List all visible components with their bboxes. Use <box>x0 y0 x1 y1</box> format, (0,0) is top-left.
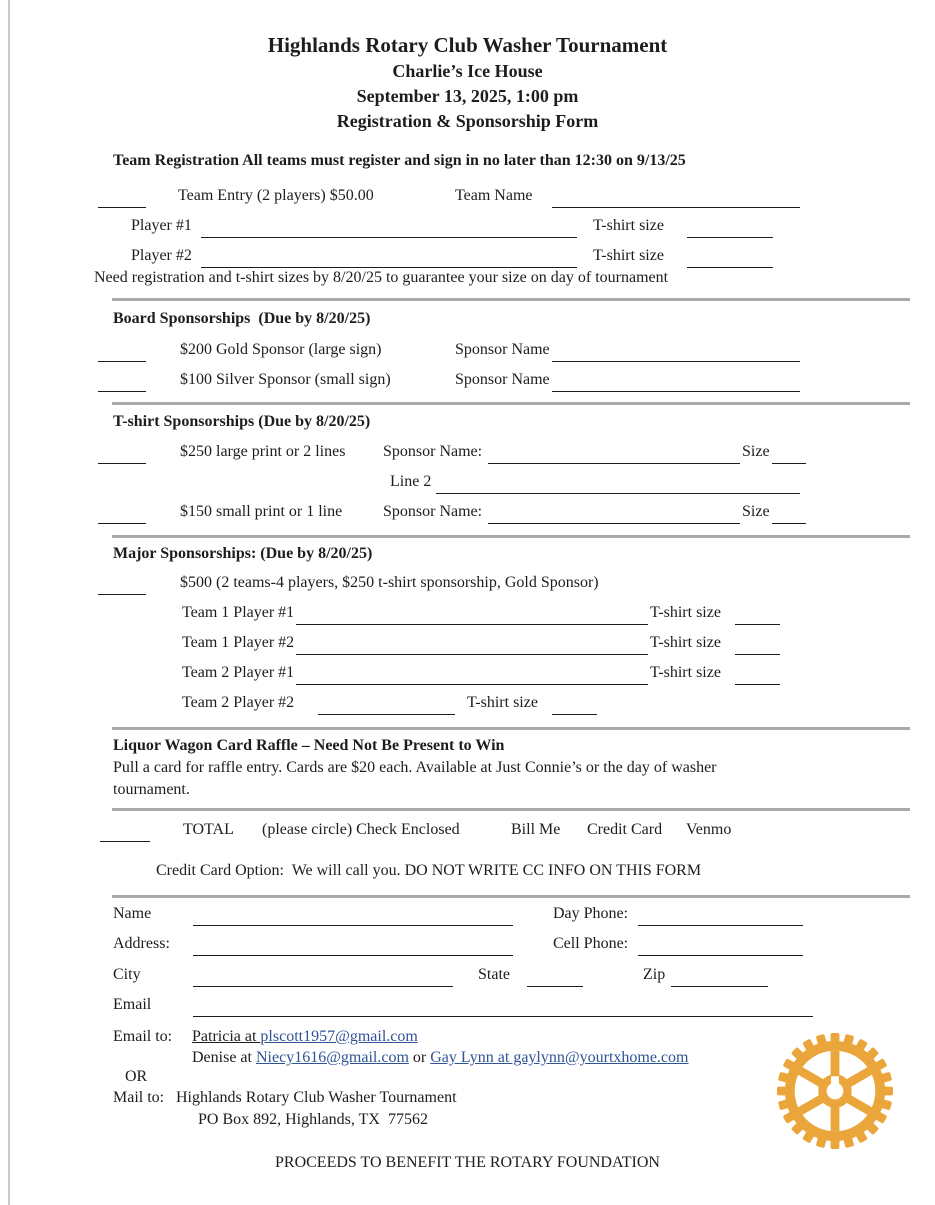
or-connector: or <box>408 1049 431 1066</box>
credit-card-note: Credit Card Option: We will call you. DO NOT WRITE CC INFO ON THIS FORM <box>156 862 702 879</box>
total-label: TOTAL <box>183 821 234 838</box>
registration-note-row <box>0 269 935 293</box>
zip-label: Zip <box>643 966 666 983</box>
day-phone-blank <box>638 907 803 926</box>
team1-player2-row <box>0 634 935 658</box>
large-print-sponsor-name-label: Sponsor Name: <box>383 443 483 460</box>
email-blank <box>193 998 813 1017</box>
silver-sponsor-row <box>0 371 935 395</box>
raffle-body-text2: tournament. <box>113 781 190 798</box>
registration-note: Need registration and t-shirt sizes by 8/20/25 to guarantee your size on day of tournament <box>94 269 669 286</box>
team-name-blank <box>552 189 800 208</box>
page-title: Highlands Rotary Club Washer Tournament <box>267 33 668 57</box>
section-divider <box>112 895 910 898</box>
team2-player2-row <box>0 694 935 718</box>
denise-prefix: Denise at <box>192 1049 256 1066</box>
mail-address: PO Box 892, Highlands, TX 77562 <box>198 1111 428 1128</box>
small-print-label: $150 small print or 1 line <box>180 503 343 520</box>
gear-hub-hole <box>827 1083 844 1100</box>
team-entry-quantity-blank <box>98 189 146 208</box>
board-sponsorships-heading-text: Board Sponsorships (Due by 8/20/25) <box>113 310 371 327</box>
team2-player2-tshirt-size-label: T-shirt size <box>467 694 538 711</box>
credit-card-note-row <box>0 862 935 886</box>
gold-sponsor-quantity-blank <box>98 343 146 362</box>
team-registration-heading <box>0 152 935 176</box>
small-print-row <box>0 503 935 527</box>
day-phone-label: Day Phone: <box>553 905 629 922</box>
mail-to-label: Mail to: <box>113 1089 165 1106</box>
player1-tshirt-size-label: T-shirt size <box>593 217 664 234</box>
board-sponsorships-heading <box>0 310 935 334</box>
raffle-body-line2 <box>0 781 935 805</box>
section-divider <box>112 535 910 538</box>
team1-player1-tshirt-size-label: T-shirt size <box>650 604 721 621</box>
address-blank <box>193 937 513 956</box>
section-divider <box>112 298 910 301</box>
date-time-line: September 13, 2025, 1:00 pm <box>356 86 579 106</box>
name-label: Name <box>113 905 152 922</box>
team1-player2-tshirt-size-blank <box>735 636 780 655</box>
team-entry-row <box>0 187 935 211</box>
team1-player1-label: Team 1 Player #1 <box>182 604 295 621</box>
city-label: City <box>113 966 141 983</box>
city-blank <box>193 968 453 987</box>
silver-sponsor-name-label: Sponsor Name <box>455 371 550 388</box>
small-print-quantity-blank <box>98 505 146 524</box>
team2-player1-name-blank <box>296 666 648 685</box>
team1-player2-tshirt-size-label: T-shirt size <box>650 634 721 651</box>
total-amount-blank <box>100 823 150 842</box>
large-print-size-blank <box>772 445 806 464</box>
player2-tshirt-size-blank <box>687 249 773 268</box>
team2-player1-label: Team 2 Player #1 <box>182 664 295 681</box>
cell-phone-blank <box>638 937 803 956</box>
raffle-body-line1 <box>0 759 935 783</box>
player2-name-blank <box>201 249 577 268</box>
player2-tshirt-size-label: T-shirt size <box>593 247 664 264</box>
large-print-label: $250 large print or 2 lines <box>180 443 346 460</box>
section-divider <box>112 727 910 730</box>
denise-gaylynn-contact <box>192 1049 688 1067</box>
player2-label: Player #2 <box>131 247 192 264</box>
major-package-row <box>0 574 935 598</box>
team-registration-heading-text: Team Registration All teams must register and sign in no later than 12:30 on 9/13/25 <box>113 152 686 169</box>
large-print-quantity-blank <box>98 445 146 464</box>
major-package-label: $500 (2 teams-4 players, $250 t-shirt sponsorship, Gold Sponsor) <box>180 574 599 591</box>
name-blank <box>193 907 513 926</box>
team2-player1-tshirt-size-blank <box>735 666 780 685</box>
or-label: OR <box>125 1068 148 1085</box>
credit-card-option: Credit Card <box>587 821 663 838</box>
major-sponsorships-heading-text: Major Sponsorships: (Due by 8/20/25) <box>113 545 373 562</box>
small-print-size-label: Size <box>742 503 770 520</box>
team1-player1-name-blank <box>296 606 648 625</box>
patricia-prefix: Patricia at <box>192 1028 261 1045</box>
name-row <box>0 905 935 929</box>
email-to-label: Email to: <box>113 1028 173 1045</box>
player1-name-blank <box>201 219 577 238</box>
denise-email-link[interactable]: Niecy1616@gmail.com <box>255 1049 409 1066</box>
player1-label: Player #1 <box>131 217 192 234</box>
major-package-quantity-blank <box>98 576 146 595</box>
gear-keyway <box>831 1076 839 1085</box>
player1-tshirt-size-blank <box>687 219 773 238</box>
small-print-size-blank <box>772 505 806 524</box>
email-label: Email <box>113 996 152 1013</box>
line2-blank <box>436 475 800 494</box>
state-blank <box>527 968 583 987</box>
team1-player2-label: Team 1 Player #2 <box>182 634 295 651</box>
gold-sponsor-name-label: Sponsor Name <box>455 341 550 358</box>
large-print-sponsor-name-blank <box>488 445 740 464</box>
city-row <box>0 966 935 990</box>
venmo-option: Venmo <box>686 821 732 838</box>
section-divider <box>112 402 910 405</box>
address-label: Address: <box>113 935 170 952</box>
team2-player2-tshirt-size-blank <box>552 696 597 715</box>
large-print-size-label: Size <box>742 443 770 460</box>
raffle-heading <box>0 737 935 761</box>
address-row <box>0 935 935 959</box>
email-row <box>0 996 935 1020</box>
tshirt-sponsorships-heading-text: T-shirt Sponsorships (Due by 8/20/25) <box>113 413 371 430</box>
player2-row <box>0 247 935 271</box>
gold-sponsor-label: $200 Gold Sponsor (large sign) <box>180 341 382 358</box>
team2-player2-name-blank <box>318 696 455 715</box>
please-circle-label: (please circle) Check Enclosed <box>262 821 460 838</box>
patricia-contact <box>192 1028 418 1046</box>
team2-player1-row <box>0 664 935 688</box>
small-print-sponsor-name-label: Sponsor Name: <box>383 503 483 520</box>
gold-sponsor-name-blank <box>552 343 800 362</box>
team1-player2-name-blank <box>296 636 648 655</box>
team1-player1-row <box>0 604 935 628</box>
tshirt-sponsorships-heading <box>0 413 935 437</box>
cell-phone-label: Cell Phone: <box>553 935 629 952</box>
total-row <box>0 821 935 845</box>
rotary-wheel-icon <box>776 1032 894 1150</box>
gaylynn-email-link[interactable]: Gay Lynn at gaylynn@yourtxhome.com <box>430 1049 689 1066</box>
line2-label: Line 2 <box>390 473 432 490</box>
player1-row <box>0 217 935 241</box>
team1-player1-tshirt-size-blank <box>735 606 780 625</box>
silver-sponsor-label: $100 Silver Sponsor (small sign) <box>180 371 391 388</box>
large-print-row <box>0 443 935 467</box>
raffle-heading-text: Liquor Wagon Card Raffle – Need Not Be Present to Win <box>113 737 505 754</box>
bill-me-option: Bill Me <box>511 821 561 838</box>
line2-row <box>0 473 935 497</box>
gold-sponsor-row <box>0 341 935 365</box>
zip-blank <box>671 968 768 987</box>
state-label: State <box>478 966 510 983</box>
raffle-body-text1: Pull a card for raffle entry. Cards are $20 each. Available at Just Connie’s or the day of washer <box>113 759 717 776</box>
major-sponsorships-heading <box>0 545 935 569</box>
proceeds-line: PROCEEDS TO BENEFIT THE ROTARY FOUNDATION <box>275 1154 660 1171</box>
page-edge-line <box>8 0 10 1205</box>
team2-player1-tshirt-size-label: T-shirt size <box>650 664 721 681</box>
venue-line: Charlie’s Ice House <box>392 61 543 81</box>
small-print-sponsor-name-blank <box>488 505 740 524</box>
section-divider <box>112 808 910 811</box>
silver-sponsor-name-blank <box>552 373 800 392</box>
silver-sponsor-quantity-blank <box>98 373 146 392</box>
mail-to-name: Highlands Rotary Club Washer Tournament <box>176 1089 457 1106</box>
team-entry-label: Team Entry (2 players) $50.00 <box>178 187 374 204</box>
patricia-email-link[interactable]: plscott1957@gmail.com <box>260 1028 418 1045</box>
team2-player2-label: Team 2 Player #2 <box>182 694 295 711</box>
form-name-line: Registration & Sponsorship Form <box>336 111 599 131</box>
team-name-label: Team Name <box>455 187 533 204</box>
